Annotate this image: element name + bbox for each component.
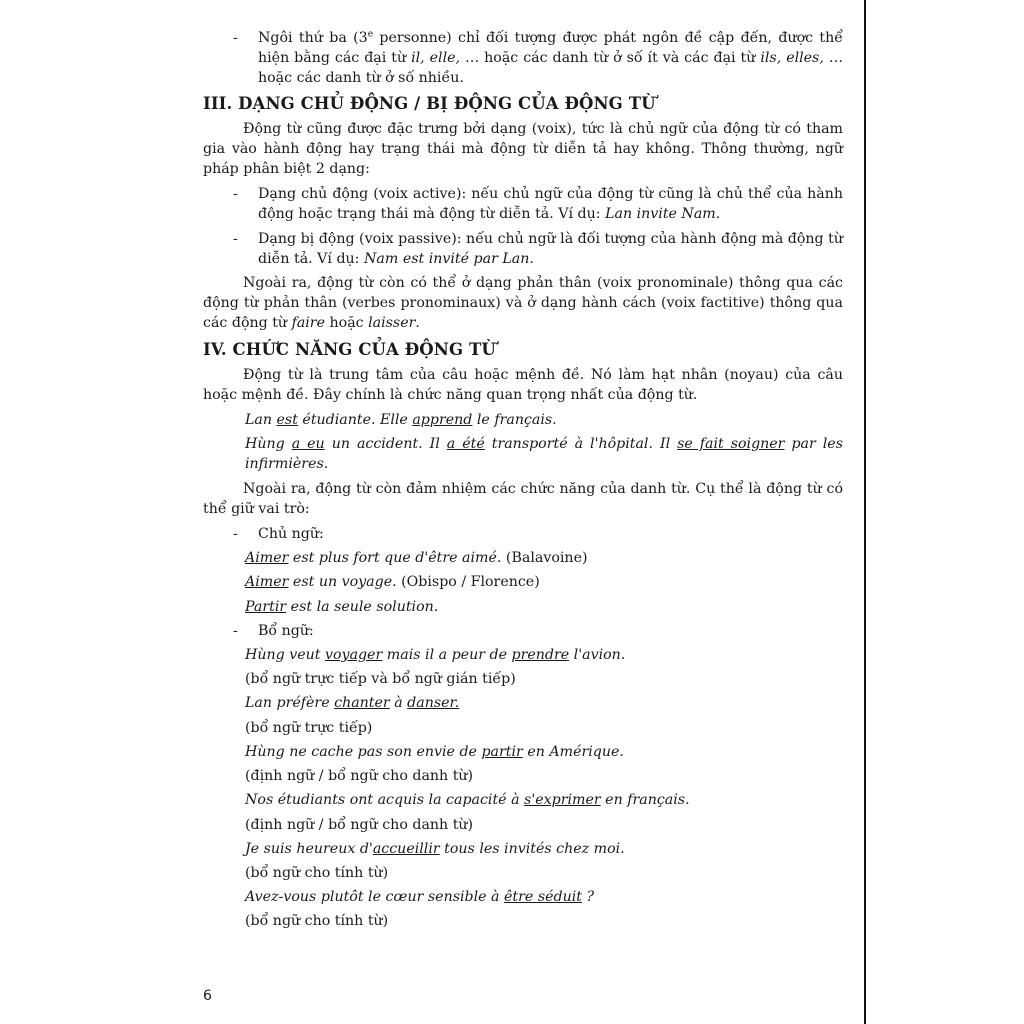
bullet-text: Dạng bị động (voix passive): nếu chủ ngữ là đối tượng của hành động mà động từ diễn tả. Ví dụ: <box>258 230 843 267</box>
sentence-text: en Amérique. <box>522 743 624 760</box>
bullet-text: Bổ ngữ: <box>258 622 314 639</box>
source-note: (Balavoine) <box>501 550 588 567</box>
example-sentence <box>203 645 843 665</box>
example-note: (định ngữ / bổ ngữ cho danh từ) <box>245 768 474 785</box>
underlined-verb: voyager <box>325 647 383 664</box>
example-sentence <box>203 742 843 762</box>
page-edge-line <box>864 0 866 1024</box>
example-note: (định ngữ / bổ ngữ cho danh từ) <box>245 816 474 833</box>
bullet-text: Ngôi thứ ba (3 <box>258 30 368 46</box>
sentence-text: un accident. Il <box>324 436 447 453</box>
bullet-dash: - <box>233 186 238 203</box>
sentence-text: ? <box>581 889 595 906</box>
sentence-text: Hùng <box>245 436 292 453</box>
bullet-text: personne) chỉ đối tượng được phát ngôn đề cập đến, được thể hiện bằng các đại từ <box>258 30 843 67</box>
sentence-text: est plus fort que d'être aimé. <box>288 550 502 567</box>
underlined-verb: a été <box>446 436 485 453</box>
bullet-passive-voice <box>203 229 843 269</box>
underlined-verb: accueillir <box>372 840 440 857</box>
section4-paragraph-2: Ngoài ra, động từ còn đảm nhiệm các chức năng của danh từ. Cụ thể là động từ có thể giữ vai trò: <box>203 480 843 517</box>
example-sentence <box>203 693 843 713</box>
example-sentence <box>203 548 843 568</box>
sentence-text: le français. <box>472 412 557 429</box>
sentence-text: tous les invités chez moi. <box>439 840 625 857</box>
example-sentence <box>203 839 843 859</box>
paragraph-text: . <box>415 315 420 332</box>
underlined-verb: Partir <box>245 598 287 615</box>
example-note: (bổ ngữ trực tiếp và bổ ngữ gián tiếp) <box>245 671 516 688</box>
sentence-text: en français. <box>600 792 690 809</box>
source-note: (Obispo / Florence) <box>396 574 540 591</box>
section-heading-3: III. DẠNG CHỦ ĐỘNG / BỊ ĐỘNG CỦA ĐỘNG TỪ <box>203 93 656 113</box>
bullet-dash: - <box>233 230 238 247</box>
bullet-active-voice <box>203 184 843 224</box>
bullet-subject <box>203 524 843 544</box>
sentence-text: transporté à l'hôpital. Il <box>484 436 678 453</box>
bullet-text: hoặc các danh từ ở số nhiều. <box>258 70 464 87</box>
underlined-verb: apprend <box>412 412 473 429</box>
bullet-text: Dạng chủ động (voix active): nếu chủ ngữ của động từ cũng là chủ thể của hành động hoặc trạng thái mà động từ diễn tả. Ví dụ: <box>258 186 843 223</box>
sentence-text: est un voyage. <box>288 574 397 591</box>
example-sentence <box>203 597 843 617</box>
section3-paragraph: Động từ cũng được đặc trưng bởi dạng (voix), tức là chủ ngữ của động từ có tham gia vào hành động hay trạng thái mà động từ diễn tả hay không. Thông thường, ngữ pháp phân biệt 2 dạng: <box>203 120 843 178</box>
underlined-verb: partir <box>481 743 523 760</box>
underlined-verb: prendre <box>511 647 570 664</box>
sentence-text: Nos étudiants ont acquis la capacité à <box>245 792 525 809</box>
example-sentence <box>203 572 843 592</box>
example-note: (bổ ngữ trực tiếp) <box>245 719 373 736</box>
example-sentence <box>203 887 843 907</box>
bullet-dash: - <box>233 526 238 543</box>
section3-paragraph-2 <box>203 273 843 334</box>
example-italic: Nam est invité par Lan. <box>363 250 534 267</box>
sentence-text: Avez-vous plutôt le cœur sensible à <box>245 889 505 906</box>
underlined-verb: se fait soigner <box>677 436 785 453</box>
sentence-text: par les infirmières. <box>245 436 843 473</box>
paragraph-text: Ngoài ra, động từ còn có thể ở dạng phản thân (voix pronominale) thông qua các động từ phản thân (verbes pronominaux) và ở dạng hành cách (voix factitive) thông qua các động từ <box>203 275 843 332</box>
bullet-dash: - <box>233 30 238 46</box>
underlined-verb: est <box>276 412 298 429</box>
underlined-verb: Aimer <box>245 574 289 591</box>
paragraph-text: hoặc <box>325 315 369 332</box>
section4-paragraph: Động từ là trung tâm của câu hoặc mệnh đề. Nó làm hạt nhân (noyau) của câu hoặc mệnh đề. Đây chính là chức năng quan trọng nhất của động từ. <box>203 366 843 403</box>
sentence-text: Lan préfère <box>245 695 335 712</box>
section-heading-4: IV. CHỨC NĂNG CỦA ĐỘNG TỪ <box>203 339 496 359</box>
bullet-third-person <box>203 28 843 89</box>
bullet-dash: - <box>233 622 238 639</box>
sentence-text: l'avion. <box>569 647 626 664</box>
superscript: e <box>367 29 374 40</box>
sentence-text: Lan <box>245 412 277 429</box>
sentence-text: étudiante. Elle <box>297 412 413 429</box>
italic-word: faire <box>291 315 325 332</box>
italic-word: laisser <box>368 315 416 332</box>
underlined-verb: Aimer <box>245 550 289 567</box>
example-italic: Lan invite Nam. <box>605 206 721 223</box>
underlined-verb: danser. <box>407 695 460 712</box>
bullet-complement <box>203 621 843 641</box>
underlined-verb: s'exprimer <box>524 792 601 809</box>
underlined-verb: être séduit <box>504 889 582 906</box>
underlined-verb: a eu <box>291 436 325 453</box>
example-sentence <box>203 410 843 430</box>
bullet-text: Chủ ngữ: <box>258 526 324 543</box>
sentence-text: Je suis heureux d' <box>245 840 373 857</box>
example-sentence <box>203 790 843 810</box>
bullet-text: hoặc các danh từ ở số ít và các đại từ <box>479 50 761 67</box>
italic-pronouns: il, elle, … <box>411 50 480 67</box>
sentence-text: mais il a peur de <box>382 647 512 664</box>
example-sentence <box>203 434 843 474</box>
sentence-text: à <box>389 695 408 712</box>
underlined-verb: chanter <box>334 695 390 712</box>
italic-pronouns: ils, elles, … <box>760 50 844 67</box>
example-note: (bổ ngữ cho tính từ) <box>245 864 389 881</box>
page-number: 6 <box>203 988 212 1004</box>
document-page <box>203 28 843 936</box>
example-note: (bổ ngữ cho tính từ) <box>245 913 389 930</box>
sentence-text: Hùng veut <box>245 647 325 664</box>
sentence-text: est la seule solution. <box>286 598 439 615</box>
sentence-text: Hùng ne cache pas son envie de <box>245 743 482 760</box>
